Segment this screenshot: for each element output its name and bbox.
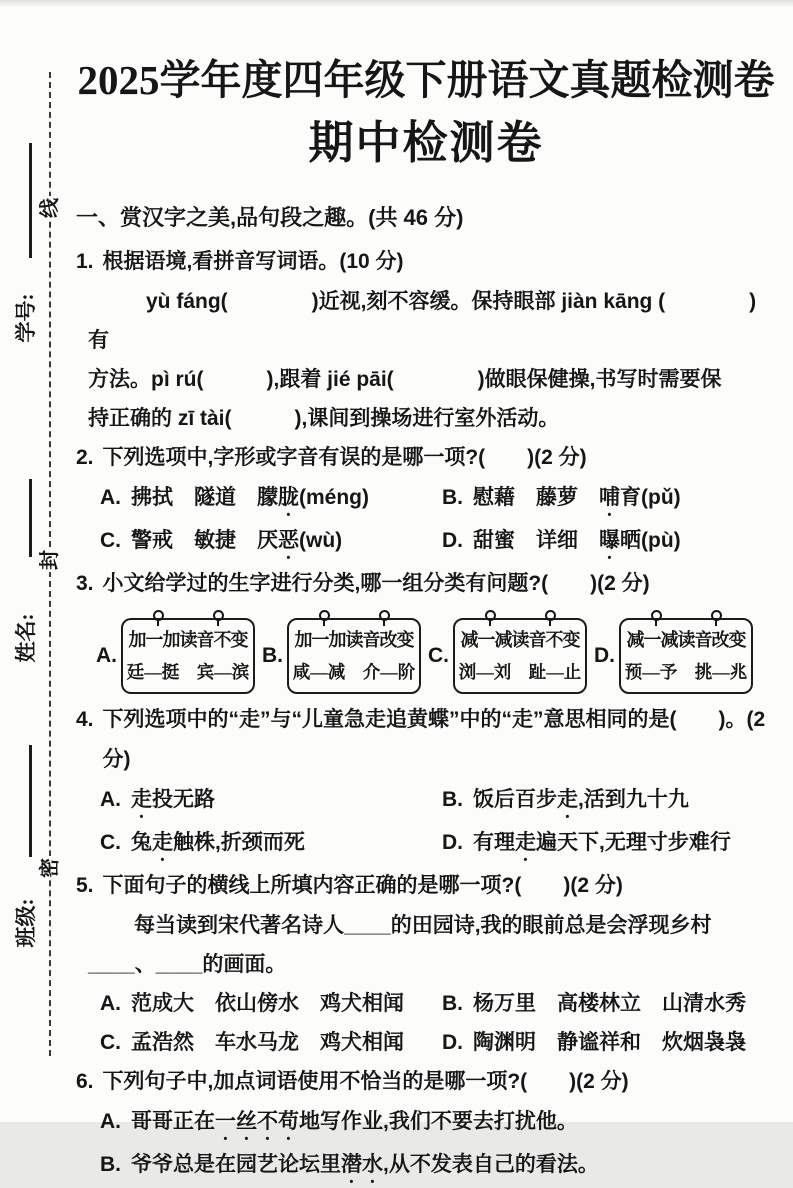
- question-3-stem: [76, 564, 776, 604]
- option-text-post: 地写作业,我们不要去打扰他。: [299, 1110, 578, 1133]
- main-content: [76, 50, 776, 1188]
- option-text-dotted: 哺: [599, 486, 620, 509]
- question-2-stem: [76, 438, 776, 478]
- question-stem-text: 小文给学过的生字进行分类,哪一组分类有问题?( )(2 分): [102, 572, 650, 595]
- option-label: B.: [442, 992, 463, 1015]
- sentence-line-2: ____、____的画面。: [88, 953, 287, 976]
- option-text-pre: 饭后百步: [473, 788, 557, 811]
- option-c: [100, 521, 442, 564]
- sign-title: 减一减读音改变: [626, 630, 746, 650]
- option-a: [100, 780, 442, 823]
- sign-box: [121, 618, 255, 694]
- option-b: [100, 1145, 776, 1188]
- option-label: C.: [100, 529, 121, 552]
- clip-icon: [212, 610, 224, 627]
- option-text-pre: 拂拭 隧道 朦: [131, 486, 278, 509]
- option-text: [131, 521, 342, 564]
- option-text: [131, 1102, 578, 1145]
- clip-icon: [484, 610, 496, 627]
- option-text-pre: 哥哥正在: [131, 1110, 215, 1133]
- question-5-options-row-2: [100, 1023, 776, 1062]
- clip-icon: [544, 610, 556, 627]
- option-text: 陶渊明 静谧祥和 炊烟袅袅: [473, 1031, 746, 1054]
- sign-title: 加一加读音改变: [294, 630, 414, 650]
- clip-icon: [710, 610, 722, 627]
- student-id-blank-line: [29, 143, 32, 258]
- name-blank-line: [29, 479, 32, 557]
- option-label: C.: [428, 644, 449, 667]
- question-2-options-row-2: [100, 521, 776, 564]
- seal-char-mi: 密: [36, 856, 64, 880]
- option-b: [442, 478, 776, 521]
- question-1: [76, 242, 776, 438]
- option-text-dotted: 胧: [278, 486, 299, 509]
- option-text: [473, 780, 689, 823]
- option-text-dotted: 走: [152, 831, 173, 854]
- sign-pairs: 廷—挺 宾—滨: [126, 662, 250, 682]
- option-label: A.: [96, 644, 117, 667]
- option-text-dotted: 走: [515, 831, 536, 854]
- option-text: [131, 478, 369, 521]
- option-text: [131, 823, 305, 866]
- option-b: [442, 984, 776, 1023]
- option-text-post: (wù): [299, 529, 343, 552]
- option-d: [442, 823, 776, 866]
- question-stem-text: 根据语境,看拼音写词语。(10 分): [102, 250, 404, 273]
- class-blank-line: [29, 745, 32, 857]
- option-text-post: 投无路: [152, 788, 215, 811]
- option-label: A.: [100, 992, 121, 1015]
- option-text: [473, 478, 681, 521]
- sign-box: [287, 618, 421, 694]
- question-6-stem: [76, 1062, 776, 1102]
- option-text: [473, 823, 731, 866]
- question-3-sign-boxes: [96, 618, 776, 694]
- option-text-pre: 甜蜜 详细: [473, 529, 599, 552]
- option-label: D.: [442, 529, 463, 552]
- option-text-post: 遍天下,无理寸步难行: [536, 831, 731, 854]
- option-c: [100, 1023, 442, 1062]
- question-number: 2.: [76, 446, 94, 469]
- option-label: B.: [100, 1153, 121, 1176]
- option-label: A.: [100, 1110, 121, 1133]
- clip-icon: [152, 610, 164, 627]
- question-4: [76, 700, 776, 866]
- question-stem-text: 下面句子的横线上所填内容正确的是哪一项?( )(2 分): [102, 874, 623, 897]
- class-label: 班级:: [14, 898, 38, 948]
- option-label: D.: [594, 644, 615, 667]
- question-number: 4.: [76, 708, 94, 731]
- option-text-pre: 兔: [131, 831, 152, 854]
- question-6: [76, 1062, 776, 1188]
- sign-box: [453, 618, 587, 694]
- option-text: 范成大 依山傍水 鸡犬相闻: [131, 992, 404, 1015]
- option-text-post: 晒(pù): [620, 529, 681, 552]
- pinyin-line-1: yù fáng( )近视,刻不容缓。保持眼部 jiàn kāng ( )有: [88, 290, 757, 352]
- question-number: 3.: [76, 572, 94, 595]
- option-text: 杨万里 高楼林立 山清水秀: [473, 992, 746, 1015]
- option-text-post: ,从不发表自己的看法。: [383, 1153, 599, 1176]
- option-a: [100, 984, 442, 1023]
- sign-group-a: [96, 618, 262, 694]
- option-text-post: (méng): [299, 486, 369, 509]
- question-number: 6.: [76, 1070, 94, 1093]
- sign-pairs: 浏—刘 趾—止: [458, 662, 582, 682]
- option-text-dotted: 走: [131, 788, 152, 811]
- question-number: 5.: [76, 874, 94, 897]
- name-label: 姓名:: [14, 613, 38, 663]
- option-label: B.: [442, 788, 463, 811]
- option-text-pre: 慰藉 藤萝: [473, 486, 599, 509]
- question-1-body: [88, 282, 776, 438]
- option-label: C.: [100, 831, 121, 854]
- question-6-option-b-row: [100, 1145, 776, 1188]
- option-label: D.: [442, 831, 463, 854]
- option-text-post: ,活到九十九: [578, 788, 689, 811]
- option-text-pre: 有理: [473, 831, 515, 854]
- sign-group-c: [428, 618, 594, 694]
- question-4-stem: [76, 700, 776, 780]
- option-text-post: 育(pǔ): [620, 486, 681, 509]
- option-text-dotted: 潜水: [341, 1153, 383, 1176]
- scan-top-edge: [0, 0, 793, 7]
- question-4-options-row-1: [100, 780, 776, 823]
- clip-icon: [650, 610, 662, 627]
- option-text: 孟浩然 车水马龙 鸡犬相闻: [131, 1031, 404, 1054]
- sign-group-b: [262, 618, 428, 694]
- option-text: [473, 521, 681, 564]
- option-c: [100, 823, 442, 866]
- option-text: [131, 1145, 599, 1188]
- option-text-dotted: 恶: [278, 529, 299, 552]
- clip-icon: [318, 610, 330, 627]
- sentence-line-1: 每当读到宋代著名诗人____的田园诗,我的眼前总是会浮现乡村: [134, 914, 712, 937]
- question-stem-text: 下列选项中,字形或字音有误的是哪一项?( )(2 分): [102, 446, 587, 469]
- option-label: B.: [262, 644, 283, 667]
- question-5-body: [88, 906, 776, 984]
- option-text: [131, 780, 215, 823]
- question-stem-text: 下列句子中,加点词语使用不恰当的是哪一项?( )(2 分): [102, 1070, 629, 1093]
- option-text-post: 触株,折颈而死: [173, 831, 305, 854]
- option-text-dotted: 曝: [599, 529, 620, 552]
- question-5-options-row-1: [100, 984, 776, 1023]
- question-stem-text: 下列选项中的“走”与“儿童急走追黄蝶”中的“走”意思相同的是( )。(2 分): [102, 708, 766, 771]
- clip-icon: [378, 610, 390, 627]
- sign-pairs: 预—予 挑—兆: [624, 662, 748, 682]
- question-1-stem: [76, 242, 776, 282]
- option-label: A.: [100, 486, 121, 509]
- option-b: [442, 780, 776, 823]
- sign-pairs: 咸—减 介—阶: [292, 662, 416, 682]
- sign-box: [619, 618, 753, 694]
- seal-char-xian: 线: [36, 196, 64, 220]
- sign-group-d: [594, 618, 760, 694]
- option-text-dotted: 走: [557, 788, 578, 811]
- question-3: [76, 564, 776, 694]
- option-text-pre: 警戒 敏捷 厌: [131, 529, 278, 552]
- question-6-option-a-row: [100, 1102, 776, 1145]
- option-a: [100, 478, 442, 521]
- option-d: [442, 521, 776, 564]
- question-5: [76, 866, 776, 1062]
- question-number: 1.: [76, 250, 94, 273]
- question-4-options-row-2: [100, 823, 776, 866]
- option-label: D.: [442, 1031, 463, 1054]
- seal-char-feng: 封: [36, 548, 64, 572]
- option-label: C.: [100, 1031, 121, 1054]
- option-text-pre: 爷爷总是在园艺论坛里: [131, 1153, 341, 1176]
- sign-title: 加一加读音不变: [128, 630, 248, 650]
- paper-subtitle: 期中检测卷: [308, 118, 544, 168]
- question-2-options-row-1: [100, 478, 776, 521]
- pinyin-line-2: 方法。pì rú( ),跟着 jié pāi( )做眼保健操,书写时需要保: [88, 368, 722, 391]
- option-label: B.: [442, 486, 463, 509]
- pinyin-line-3: 持正确的 zī tài( ),课间到操场进行室外活动。: [88, 407, 560, 430]
- option-text-dotted: 一丝不苟: [215, 1110, 299, 1133]
- section-one-heading: 一、赏汉字之美,品句段之趣。(共 46 分): [76, 205, 464, 230]
- student-id-label: 学号:: [14, 293, 38, 343]
- option-a: [100, 1102, 776, 1145]
- question-2: [76, 438, 776, 564]
- option-d: [442, 1023, 776, 1062]
- option-label: A.: [100, 788, 121, 811]
- sign-title: 减一减读音不变: [460, 630, 580, 650]
- paper-title: 2025学年度四年级下册语文真题检测卷: [77, 57, 775, 103]
- question-5-stem: [76, 866, 776, 906]
